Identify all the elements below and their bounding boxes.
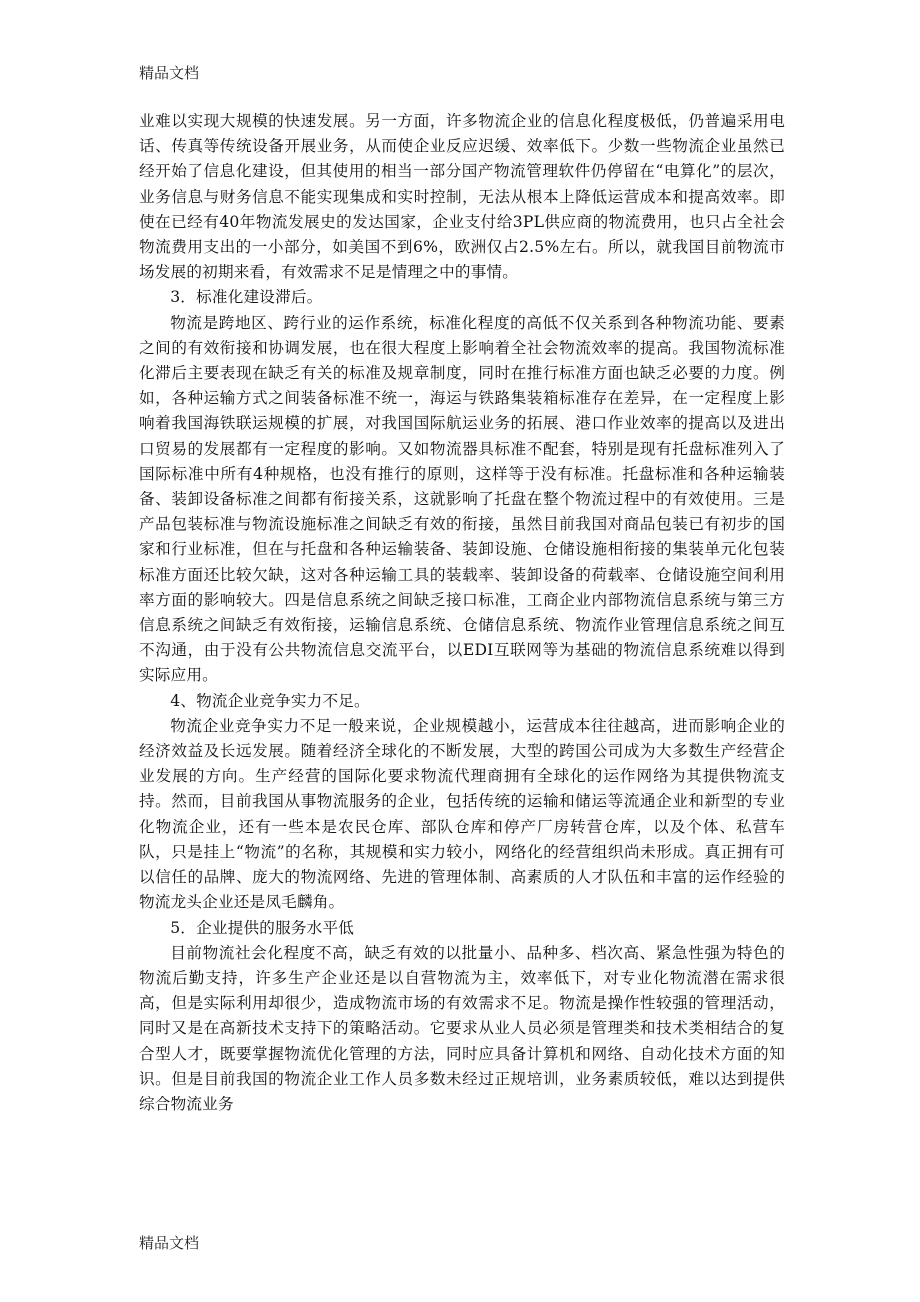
page-footer: 精品文档: [139, 1234, 200, 1252]
paragraph-competitiveness: 物流企业竞争实力不足一般来说，企业规模越小，运营成本往往越高，进而影响企业的经济效益及长远发展。随着经济全球化的不断发展，大型的跨国公司成为大多数生产经营企业发展的方向。生产经营的国际化要求物流代理商拥有全球化的运作网络为其提供物流支持。然而，目前我国从事物流服务的企业，包括传统的运输和储运等流通企业和新型的专业化物流企业，还有一些本是农民仓库、部队仓库和停产厂房转营仓库，以及个体、私营车队，只是挂上“物流”的名称，其规模和实力较小，网络化的经营组织尚未形成。真正拥有可以信任的品牌、庞大的物流网络、先进的管理体制、高素质的人才队伍和丰富的运作经验的物流龙头企业还是凤毛麟角。: [139, 716, 785, 912]
section-heading-5: 5．企业提供的服务水平低: [170, 918, 355, 937]
page-header: 精品文档: [139, 64, 200, 82]
document-body: [139, 109, 785, 1117]
section-heading-3: 3．标准化建设滞后。: [170, 288, 323, 307]
section-heading-4: 4、物流企业竞争实力不足。: [170, 691, 370, 710]
paragraph-service-level: 目前物流社会化程度不高，缺乏有效的以批量小、品种多、档次高、紧急性强为特色的物流后勤支持，许多生产企业还是以自营物流为主，效率低下，对专业化物流潜在需求很高，但是实际利用却很少，造成物流市场的有效需求不足。物流是操作性较强的管理活动，同时又是在高新技术支持下的策略活动。它要求从业人员必须是管理类和技术类相结合的复合型人才，既要掌握物流优化管理的方法，同时应具备计算机和网络、自动化技术方面的知识。但是目前我国的物流企业工作人员多数未经过正规培训，业务素质较低，难以达到提供综合物流业务: [139, 943, 785, 1113]
paragraph-standardization: 物流是跨地区、跨行业的运作系统，标准化程度的高低不仅关系到各种物流功能、要素之间的有效衔接和协调发展，也在很大程度上影响着全社会物流效率的提高。我国物流标准化滞后主要表现在缺乏有关的标准及规章制度，同时在推行标准方面也缺乏必要的力度。例如，各种运输方式之间装备标准不统一，海运与铁路集装箱标准存在差异，在一定程度上影响着我国海铁联运规模的扩展，对我国国际航运业务的拓展、港口作业效率的提高以及进出口贸易的发展都有一定程度的影响。又如物流器具标准不配套，特别是现有托盘标准列入了国际标准中所有4种规格，也没有推行的原则，这样等于没有标准。托盘标准和各种运输装备、装卸设备标准之间都有衔接关系，这就影响了托盘在整个物流过程中的有效使用。三是产品包装标准与物流设施标准之间缺乏有效的衔接，虽然目前我国对商品包装已有初步的国家和行业标准，但在与托盘和各种运输装备、装卸设施、仓储设施相衔接的集装单元化包装标准方面还比较欠缺，这对各种运输工具的装载率、装卸设备的荷载率、仓储设施空间利用率方面的影响较大。四是信息系统之间缺乏接口标准，工商企业内部物流信息系统与第三方信息系统之间缺乏有效衔接，运输信息系统、仓储信息系统、物流作业管理信息系统之间互不沟通，由于没有公共物流信息交流平台，以EDI互联网等为基础的物流信息系统难以得到实际应用。: [139, 313, 785, 685]
paragraph-continuation: 业难以实现大规模的快速发展。另一方面，许多物流企业的信息化程度极低，仍普遍采用电话、传真等传统设备开展业务，从而使企业反应迟缓、效率低下。少数一些物流企业虽然已经开始了信息化建设，但其使用的相当一部分国产物流管理软件仍停留在“电算化”的层次，业务信息与财务信息不能实现集成和实时控制，无法从根本上降低运营成本和提高效率。即使在已经有40年物流发展史的发达国家，企业支付给3PL供应商的物流费用，也只占全社会物流费用支出的一小部分，如美国不到6%，欧洲仅占2.5%左右。所以，就我国目前物流市场发展的初期来看，有效需求不足是情理之中的事情。: [139, 112, 785, 282]
